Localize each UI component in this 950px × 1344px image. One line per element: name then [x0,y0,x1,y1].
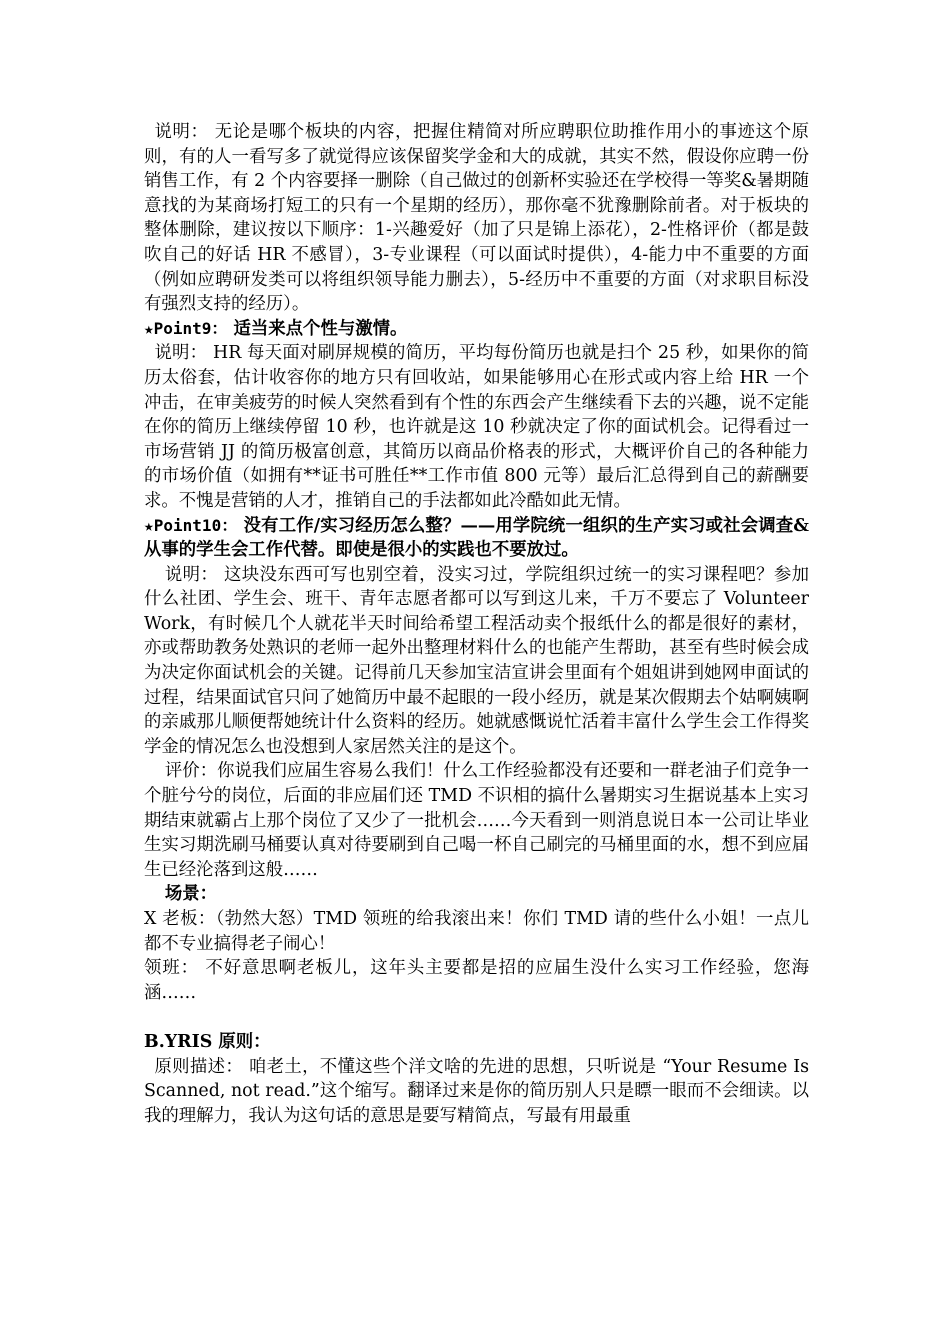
point10-prefix: ★Point10： [144,515,238,535]
point9-title: 适当来点个性与激情。 [227,318,408,339]
paragraph-yris-description: 原则描述： 咱老土，不懂这些个洋文啥的先进的思想，只听说是 “Your Resume Is Scanned, not read.”这个缩写。翻译过来是你的简历别人只是瞟一眼而不会细读。以我的理解力，我认为这句话的意思是要写精简点，写最有用最重 [144,1056,809,1126]
paragraph-boss-line: X 老板：（勃然大怒）TMD 领班的给我滚出来！你们 TMD 请的些什么小姐！一点儿都不专业搞得老子闹心！ [144,909,809,954]
paragraph-comment: 评价：你说我们应届生容易么我们！什么工作经验都没有还要和一群老油子们竞争一个脏兮兮的岗位，后面的非应届们还 TMD 不识相的搞什么暑期实习生据说基本上实习期结束就霸占上那个岗位了又少了一批机会……今天看到一则消息说日本一公司让毕业生实习期洗刷马桶要认真对待要刷到自己喝一杯自己刷完的马桶里面的水，想不到应届生已经沦落到这般…… [144,761,809,880]
paragraph-point9-explanation: 说明： HR 每天面对刷屏规模的简历，平均每份简历也就是扫个 25 秒，如果你的简历太俗套，估计收容你的地方只有回收站，如果能够用心在形式或内容上给 HR 一个冲击，在审美疲劳的时候人突然看到有个性的东西会产生继续看下去的兴趣，说不定能在你的简历上继续停留 10 秒，也许就是这 10 秒就决定了你的面试机会。记得看过一市场营销 JJ 的简历极富创意，其简历以商品价格表的形式，大概评价自己的各种能力的市场价值（如拥有**证书可胜任**工作市值 800 元等）最后汇总得到自己的薪酬要求。不愧是营销的人才，推销自己的手法都如此冷酷如此无情。 [144,343,809,511]
scene-label: 场景： [164,884,218,905]
heading-point10 [144,514,809,563]
paragraph-foreman-line: 领班： 不好意思啊老板儿，这年头主要都是招的应届生没什么实习工作经验，您海涵…… [144,958,809,1003]
heading-point9 [144,317,809,342]
paragraph-deletion-advice: 说明： 无论是哪个板块的内容，把握住精简对所应聘职位助推作用小的事迹这个原则，有的人一看写多了就觉得应该保留奖学金和大的成就，其实不然，假设你应聘一份销售工作，有 2 个内容要择一删除（自己做过的创新杯实验还在学校得一等奖&暑期随意找的为某商场打短工的只有一个星期的经历），那你毫不犹豫删除前者。对于板块的整体删除，建议按以下顺序：1-兴趣爱好（加了只是锦上添花），2-性格评价（都是鼓吹自己的好话 HR 不感冒），3-专业课程（可以面试时提供），4-能力中不重要的方面（例如应聘研发类可以将组织领导能力删去），5-经历中不重要的方面（对求职目标没有强烈支持的经历）。 [144,122,809,315]
point10-title: 没有工作/实习经历怎么整？——用学院统一组织的生产实习或社会调查&从事的学生会工作代替。即使是很小的实践也不要放过。 [144,515,809,561]
document-page [144,120,809,1128]
section-heading-yris: B.YRIS 原则： [144,1031,271,1052]
paragraph-point10-explanation: 说明： 这块没东西可写也别空着，没实习过，学院组织过统一的实习课程吧？参加什么社团、学生会、班干、青年志愿者都可以写到这儿来，千万不要忘了 Volunteer Work，有时候几个人就花半天时间给希望工程活动卖个报纸什么的都是很好的素材，亦或帮助教务处熟识的老师一起外出整理材料什么的也能产生帮助，甚至有些时候会成为决定你面试机会的关键。记得前几天参加宝洁宣讲会里面有个姐姐讲到她网申面试的过程，结果面试官只问了她简历中最不起眼的一段小经历，就是某次假期去个姑啊姨啊的亲戚那儿顺便帮她统计什么资料的经历。她就感慨说忙活着丰富什么学生会工作得奖学金的情况怎么也没想到人家居然关注的是这个。 [144,564,809,757]
blank-line [144,1005,809,1030]
point9-prefix: ★Point9： [144,318,228,338]
